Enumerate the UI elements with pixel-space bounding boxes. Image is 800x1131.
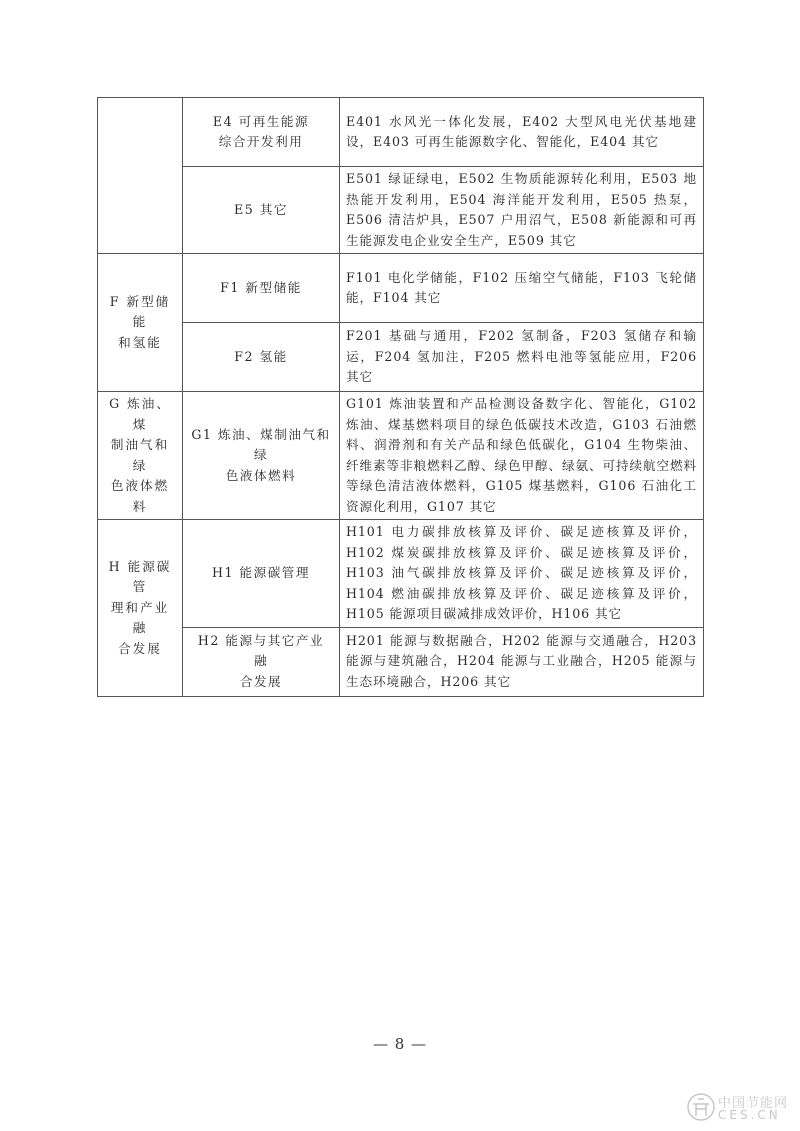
items-cell: E401 水风光一体化发展，E402 大型风电光伏基地建设，E403 可再生能源数字化、智能化，E404 其它 [340,98,704,167]
watermark [686,1092,798,1126]
classification-table [97,97,704,697]
category-label-cont: 和氢能 [118,334,162,350]
category-label-cont: 理和产业融 [110,599,170,635]
subcategory-cell [183,627,340,696]
page-number: — 8 — [372,1035,428,1053]
subcategory-cell: E5 其它 [183,167,340,254]
subcategory-cell: F2 氢能 [183,323,340,392]
table-row [98,627,704,696]
subcategory-cell [183,392,340,520]
table-row [98,98,704,167]
category-label-cont: 制油气和绿 [110,437,170,473]
items-cell: G101 炼油装置和产品检测设备数字化、智能化，G102 炼油、煤基燃料项目的绿色低碳技术改造，G103 石油燃料、润滑剂和有关产品和绿色低碳化，G104 生物柴油、纤维素等非粮燃料乙醇、绿色甲醇、绿氨、可持续航空燃料等绿色清洁液体燃料，G105 煤基燃料，G106 石油化工资源化利用，G107 其它 [340,392,704,520]
table-row [98,254,704,323]
subcategory-label-cont: 合发展 [239,673,283,689]
subcategory-cell: H1 能源碳管理 [183,520,340,628]
subcategory-cell [183,98,340,167]
table-row [98,392,704,520]
subcategory-label: H2 能源与其它产业融 [197,632,325,669]
table-row [98,323,704,392]
items-cell: E501 绿证绿电，E502 生物质能源转化利用，E503 地热能开发利用，E504 海洋能开发利用，E505 热泵，E506 清洁炉具，E507 户用沼气，E508 新能源和可再生能源发电企业安全生产，E509 其它 [340,167,704,254]
watermark-cn: 中国节能网 [718,1096,789,1111]
items-cell: H101 电力碳排放核算及评价、碳足迹核算及评价，H102 煤炭碳排放核算及评价、碳足迹核算及评价，H103 油气碳排放核算及评价、碳足迹核算及评价，H104 燃油碳排放核算及评价、碳足迹核算及评价，H105 能源项目碳减排成效评价，H106 其它 [340,520,704,628]
category-cell-h [98,520,183,697]
table-row [98,167,704,254]
subcategory-label-cont: 色液体燃料 [225,467,297,483]
items-cell: F101 电化学储能，F102 压缩空气储能，F103 飞轮储能，F104 其它 [340,254,704,323]
category-cell-e [98,98,183,254]
subcategory-cell: F1 新型储能 [183,254,340,323]
category-cell-f [98,254,183,392]
subcategory-label: G1 炼油、煤制油气和绿 [191,426,331,463]
category-cell-g [98,392,183,520]
items-cell: F201 基础与通用，F202 氢制备，F203 氢储存和输运，F204 氢加注，F205 燃料电池等氢能应用，F206 其它 [340,323,704,392]
ces-logo-icon [686,1092,716,1122]
subcategory-label: E4 可再生能源 [212,113,310,129]
category-label: H 能源碳管 [108,558,172,594]
category-label: F 新型储能 [109,293,171,330]
table-row [98,520,704,628]
watermark-en: CES.CN [718,1108,781,1122]
category-label-cont: 色液体燃料 [110,478,170,514]
items-cell: H201 能源与数据融合，H202 能源与交通融合，H203 能源与建筑融合，H204 能源与工业融合，H205 能源与生态环境融合，H206 其它 [340,627,704,696]
subcategory-label-cont: 综合开发利用 [218,134,304,149]
category-label: G 炼油、煤 [109,396,171,432]
category-label-cont: 合发展 [118,640,162,656]
